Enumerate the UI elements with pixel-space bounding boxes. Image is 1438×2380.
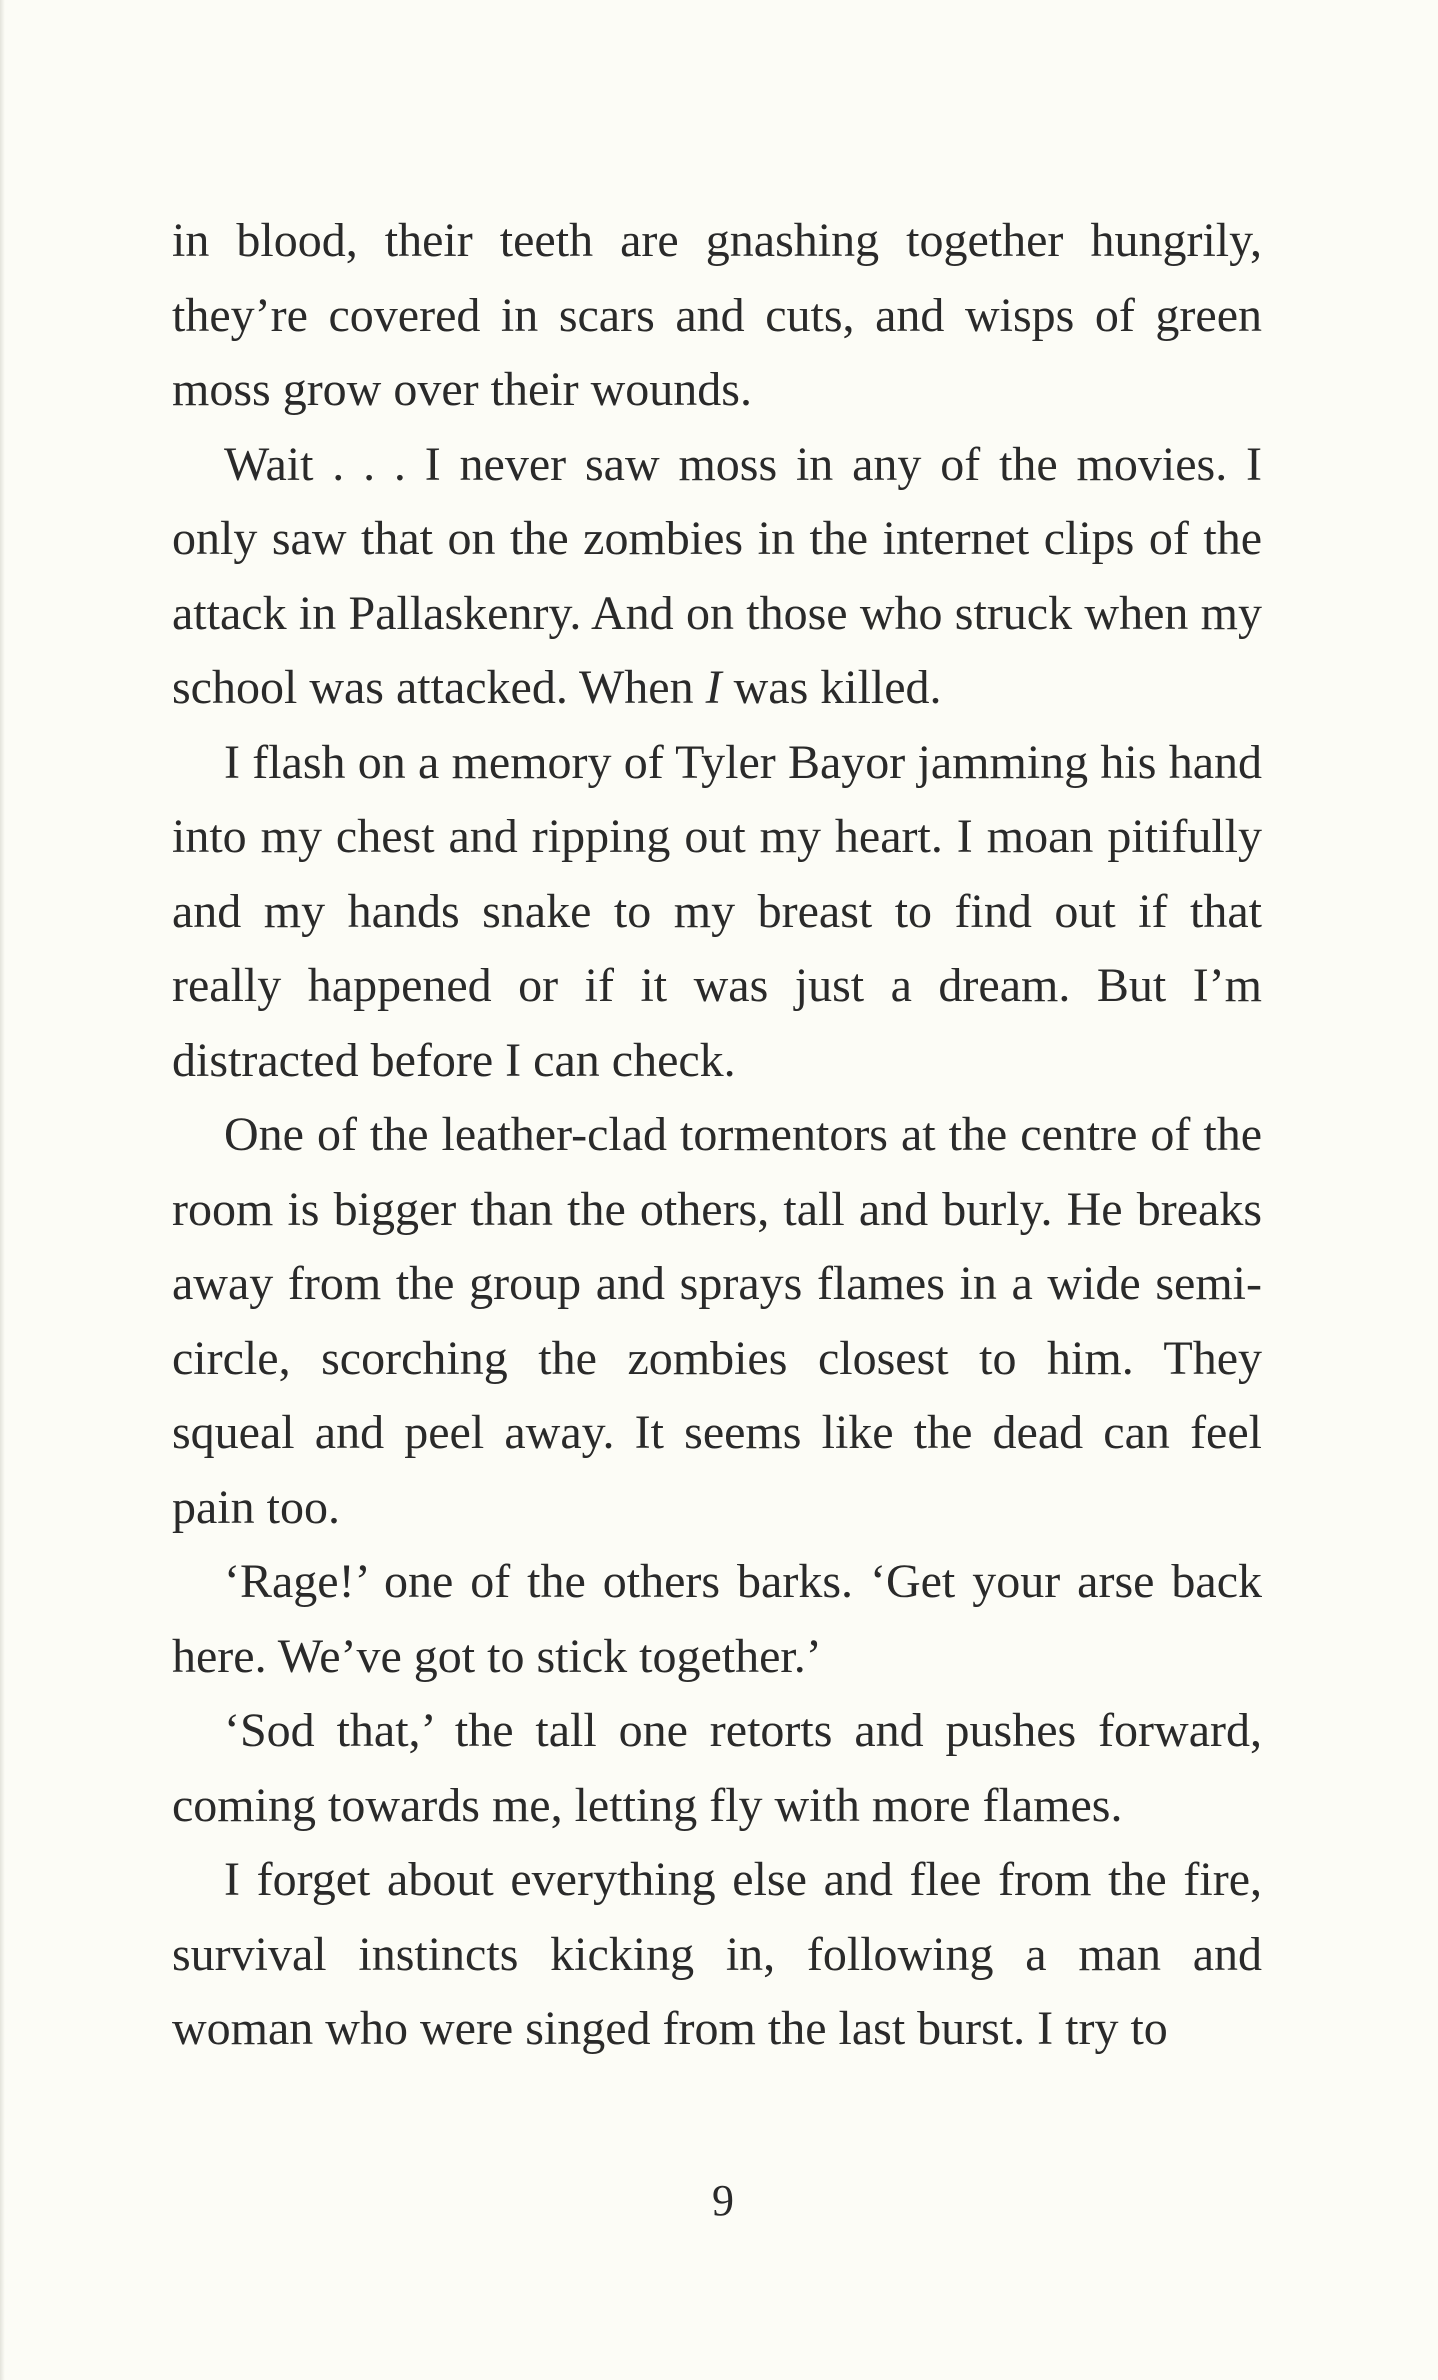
- paragraph-3: I flash on a memory of Tyler Bayor jamming his hand into my chest and ripping out my heart. I moan pitifully and my hands snake to my breast to find out if that really happened or if it was just a dream. But I’m distracted before I can check.: [172, 735, 1262, 1087]
- paragraph-2-text-after: was killed.: [721, 661, 942, 714]
- paragraph-6: ‘Sod that,’ the tall one retorts and pushes forward, coming towards me, letting fly with more flames.: [172, 1704, 1262, 1832]
- paragraph-2: [172, 428, 1262, 726]
- paragraph-7: I forget about everything else and flee from the fire, survival instincts kicking in, following a man and woman who were singed from the last burst. I try to: [172, 1853, 1262, 2055]
- paragraph-4: One of the leather-clad tormentors at the centre of the room is bigger than the others, tall and burly. He breaks away from the group and sprays flames in a wide semi-circle, scorching the zombies closest to him. They squeal and peel away. It seems like the dead can feel pain too.: [172, 1108, 1262, 1534]
- paragraph-2-emphasis: I: [705, 661, 722, 714]
- page-number-value: 9: [712, 2176, 734, 2225]
- paragraph-2-text-before: Wait . . . I never saw moss in any of the movies. I only saw that on the zombies in the internet clips of the attack in Pallaskenry. And on those who struck when my school was attacked. When: [172, 437, 1262, 714]
- page-number: [0, 2175, 1438, 2226]
- scan-edge-shadow: [0, 0, 5, 2380]
- body-text: [172, 204, 1262, 2067]
- paragraph-5: ‘Rage!’ one of the others barks. ‘Get your arse back here. We’ve got to stick together.’: [172, 1555, 1262, 1683]
- paragraph-1: in blood, their teeth are gnashing together hungrily, they’re covered in scars and cuts, and wisps of green moss grow over their wounds.: [172, 214, 1262, 416]
